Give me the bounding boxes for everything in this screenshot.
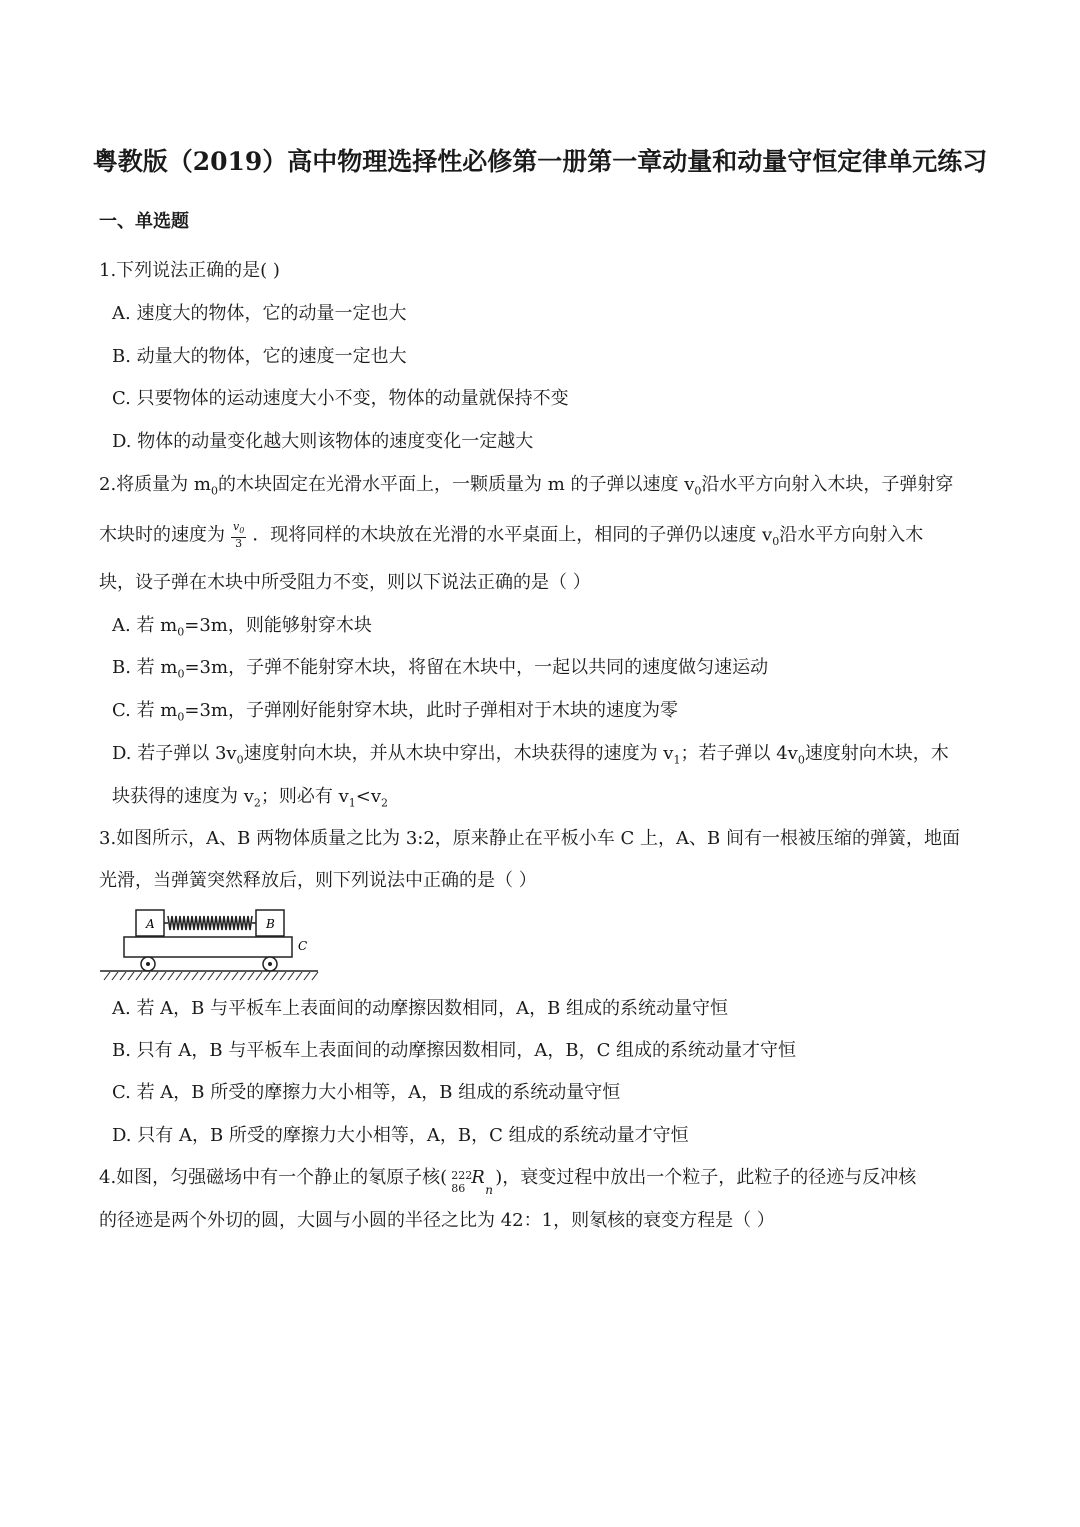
label-a: A (146, 917, 155, 931)
q3-stem-line2: 光滑，当弹簧突然释放后，则下列说法中正确的是（ ） (99, 870, 537, 891)
q2-stem-line1: 2.将质量为 $m_0$的木块固定在光滑水平面上，一颗质量为 m 的子弹以速度 $v_0$沿水平方向射入木块，子弹射穿 (99, 474, 954, 498)
q1-option-c: C. 只要物体的运动速度大小不变，物体的动量就保持不变 (112, 388, 569, 409)
cart-spring-figure (100, 906, 320, 982)
q2-option-a: A. 若 $m_0=3m$，则能够射穿木块 (112, 615, 372, 639)
ground-hatch (104, 972, 318, 980)
page-title: 粤教版（2019）高中物理选择性必修第一册第一章动量和动量守恒定律单元练习 (92, 147, 988, 176)
q3-option-b: B. 只有 A，B 与平板车上表面间的动摩擦因数相同，A，B，C 组成的系统动量才守恒 (112, 1040, 797, 1061)
cart-body (124, 937, 292, 957)
q2-option-c: C. 若 $m_0=3m$，子弹刚好能射穿木块，此时子弹相对于木块的速度为零 (112, 700, 678, 724)
q1-stem: 1.下列说法正确的是( ) (99, 260, 280, 281)
q1-option-b: B. 动量大的物体，它的速度一定也大 (112, 346, 407, 367)
section-heading: 一、单选题 (99, 211, 189, 232)
q2-option-d-line2: 块获得的速度为 $v_2$；则必有 $v_1<v_2$ (112, 786, 389, 810)
q1-option-d: D. 物体的动量变化越大则该物体的速度变化一定越大 (112, 431, 534, 452)
compressed-spring (164, 916, 256, 930)
label-b: B (266, 917, 275, 931)
q3-stem-line1: 3.如图所示，A、B 两物体质量之比为 3:2，原来静止在平板小车 C 上，A、B 间有一根被压缩的弹簧，地面 (99, 828, 960, 849)
q2-stem-line3: 块，设子弹在木块中所受阻力不变，则以下说法正确的是（ ） (99, 572, 591, 593)
radon-nuclide-symbol: 222 86 R n (451, 1167, 493, 1197)
q3-option-a: A. 若 A，B 与平板车上表面间的动摩擦因数相同，A，B 组成的系统动量守恒 (112, 998, 729, 1019)
q4-stem-line2: 的径迹是两个外切的圆，大圆与小圆的半径之比为 42：1，则氡核的衰变方程是（ ） (99, 1210, 775, 1231)
q2-option-b: B. 若 $m_0=3m$，子弹不能射穿木块，将留在木块中，一起以共同的速度做匀速运动 (112, 657, 769, 681)
q3-option-d: D. 只有 A，B 所受的摩擦力大小相等，A，B，C 组成的系统动量才守恒 (112, 1125, 689, 1146)
q3-option-c: C. 若 A，B 所受的摩擦力大小相等，A，B 组成的系统动量守恒 (112, 1082, 621, 1103)
fraction-v0-over-3: $\frac{v_0}{3}$ (233, 520, 245, 551)
q2-option-d-line1: D. 若子弹以 $3v_0$速度射向木块，并从木块中穿出，木块获得的速度为 $v_1$；若子弹以 $4v_0$速度射向木块，木 (112, 743, 949, 767)
q1-option-a: A. 速度大的物体，它的动量一定也大 (112, 303, 407, 324)
label-c: C (298, 939, 308, 953)
q2-stem-line2: 木块时的速度为 $\frac{v_0}{3}$ ．现将同样的木块放在光滑的水平桌面上，相同的子弹仍以速度 $v_0$沿水平方向射入木 (99, 520, 924, 551)
q4-stem-line1: 4.如图，匀强磁场中有一个静止的氡原子核( 222 86 R n )，衰变过程中放出一个粒子，此粒子的径迹与反冲核 (99, 1167, 917, 1197)
